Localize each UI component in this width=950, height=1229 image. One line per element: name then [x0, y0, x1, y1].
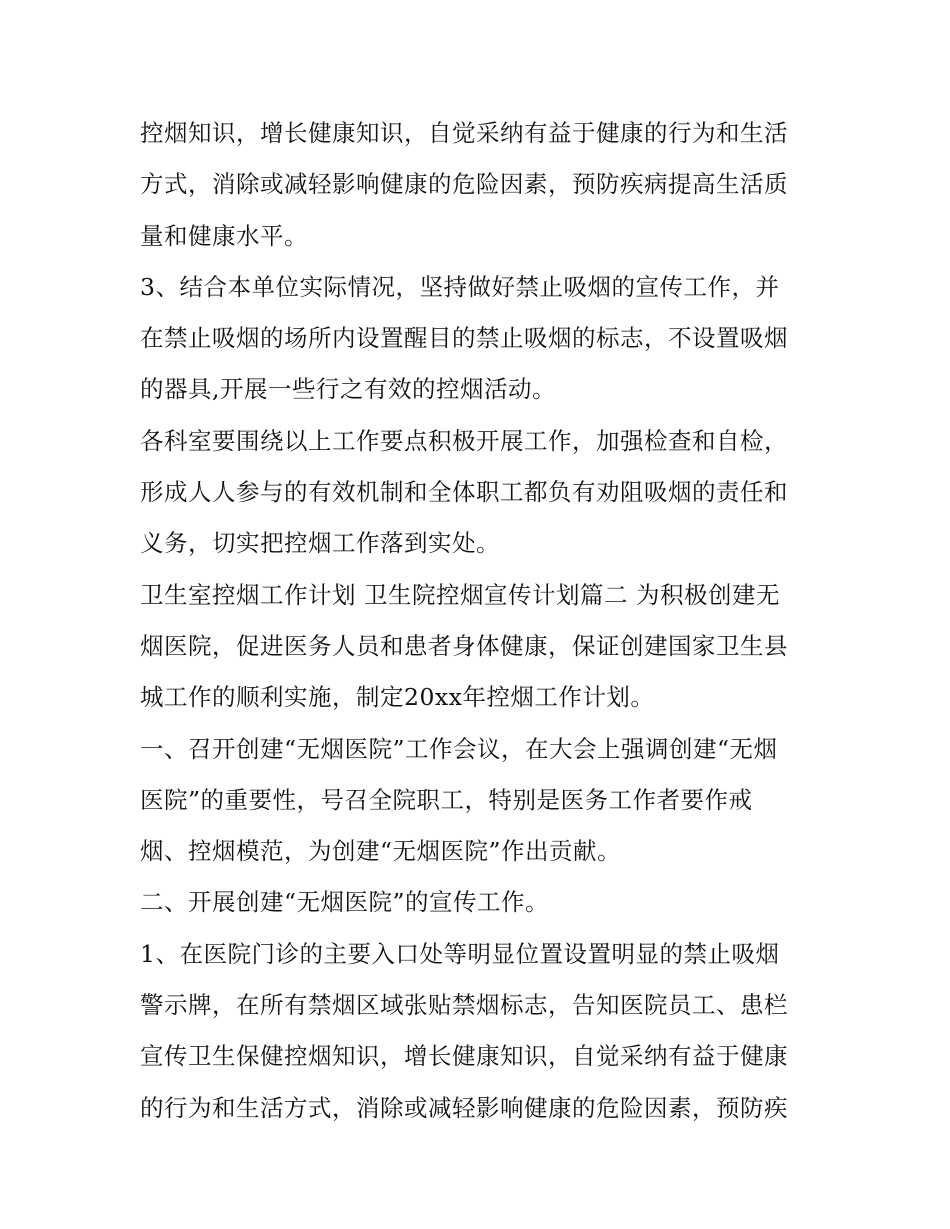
text-line: 一、召开创建“无烟医院”工作会议，在大会上强调创建“无烟	[140, 734, 778, 763]
text-line: 医院”的重要性，号召全院职工，特别是医务工作者要作戒	[140, 785, 753, 814]
text-line: 的器具,开展一些行之有效的控烟活动。	[140, 375, 556, 404]
text-line: 量和健康水平。	[140, 221, 308, 250]
text-line: 二、开展创建“无烟医院”的宣传工作。	[140, 888, 550, 917]
document-body	[140, 108, 820, 1134]
text-line: 烟医院，促进医务人员和患者身体健康，保证创建国家卫生县	[140, 631, 788, 660]
text-line: 3、结合本单位实际情况，坚持做好禁止吸烟的宣传工作，并	[140, 272, 780, 301]
text-line: 控烟知识，增长健康知识，自觉采纳有益于健康的行为和生活	[140, 119, 788, 147]
text-line: 的行为和生活方式，消除或减轻影响健康的危险因素，预防疾	[140, 1093, 788, 1122]
text-line: 在禁止吸烟的场所内设置醒目的禁止吸烟的标志，不设置吸烟	[140, 324, 788, 353]
text-line: 方式，消除或减轻影响健康的危险因素，预防疾病提高生活质	[140, 170, 788, 199]
text-line: 各科室要围绕以上工作要点积极开展工作，加强检查和自检，	[140, 426, 788, 455]
text-line: 烟、控烟模范，为创建“无烟医院”作出贡献。	[140, 837, 622, 866]
text-line: 义务，切实把控烟工作落到实处。	[140, 529, 500, 558]
text-line: 城工作的顺利实施，制定20xx年控烟工作计划。	[140, 683, 655, 712]
text-line: 1、在医院门诊的主要入口处等明显位置设置明显的禁止吸烟	[140, 939, 780, 968]
text-line: 卫生室控烟工作计划 卫生院控烟宣传计划篇二 为积极创建无	[140, 580, 780, 609]
text-line: 形成人人参与的有效机制和全体职工都负有劝阻吸烟的责任和	[140, 478, 788, 507]
text-line: 宣传卫生保健控烟知识，增长健康知识，自觉采纳有益于健康	[140, 1042, 788, 1071]
text-line: 警示牌，在所有禁烟区域张贴禁烟标志，告知医院员工、患栏	[140, 991, 788, 1020]
